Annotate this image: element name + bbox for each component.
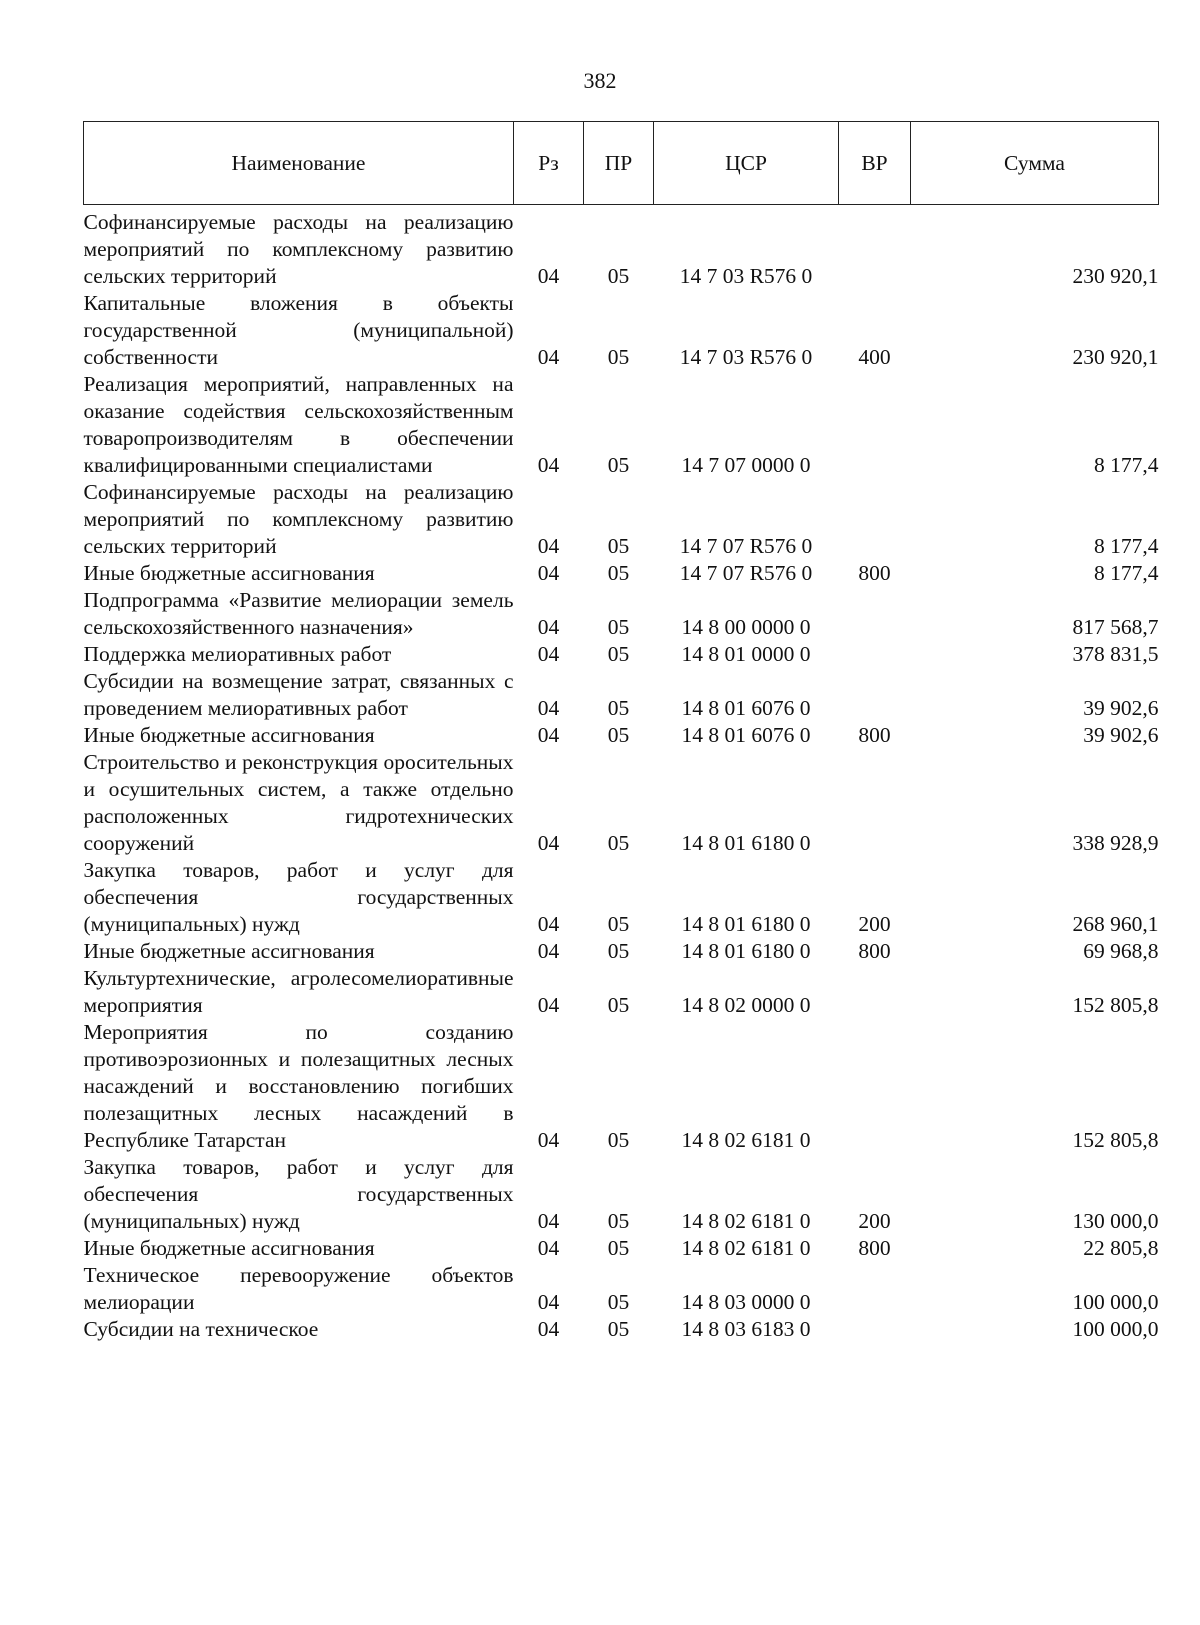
header-name: Наименование (84, 122, 514, 205)
cell-vr (839, 1262, 911, 1316)
table-row (84, 1019, 1159, 1154)
header-rz: Рз (514, 122, 584, 205)
cell-vr: 800 (858, 561, 891, 585)
cell-name: Софинансируемые расходы на реализацию мероприятий по комплексному развитию сельских территорий (83, 210, 514, 288)
cell-name: Иные бюджетные ассигнования (83, 939, 375, 963)
cell-name: Субсидии на техническое (83, 1317, 319, 1341)
cell-vr (839, 749, 911, 857)
cell-vr: 800 (858, 723, 891, 747)
table-row (84, 205, 1159, 291)
cell-pr: 05 (607, 831, 630, 855)
cell-pr: 05 (607, 615, 630, 639)
cell-name: Субсидии на возмещение затрат, связанных с проведением мелиоративных работ (83, 669, 514, 720)
table-row (84, 290, 1159, 371)
cell-sum: 22 805,8 (1083, 1236, 1159, 1260)
table-row (84, 1262, 1159, 1316)
cell-sum: 268 960,1 (1072, 912, 1159, 936)
cell-vr (839, 1019, 911, 1154)
cell-pr: 05 (607, 1317, 630, 1341)
table-row (84, 722, 1159, 749)
cell-pr: 05 (607, 642, 630, 666)
cell-pr: 05 (607, 1236, 630, 1260)
cell-vr (839, 641, 911, 668)
cell-name: Иные бюджетные ассигнования (83, 723, 375, 747)
cell-vr (839, 965, 911, 1019)
cell-name: Культуртехнические, агролесомелиоративные мероприятия (83, 966, 514, 1017)
cell-csr: 14 8 00 0000 0 (681, 615, 811, 639)
cell-rz: 04 (537, 1236, 560, 1260)
cell-sum: 100 000,0 (1072, 1317, 1159, 1341)
cell-pr: 05 (607, 993, 630, 1017)
cell-name: Поддержка мелиоративных работ (83, 642, 392, 666)
cell-name: Техническое перевооружение объектов мелиорации (83, 1263, 514, 1314)
table-row (84, 1235, 1159, 1262)
cell-csr: 14 7 03 R576 0 (679, 345, 813, 369)
cell-name: Строительство и реконструкция оросительных и осушительных систем, а также отдельно расположенных гидротехнических сооружений (83, 750, 514, 855)
cell-csr: 14 8 02 6181 0 (681, 1236, 811, 1260)
cell-csr: 14 8 03 6183 0 (681, 1317, 811, 1341)
cell-name: Софинансируемые расходы на реализацию мероприятий по комплексному развитию сельских территорий (83, 480, 514, 558)
cell-name: Подпрограмма «Развитие мелиорации земель сельскохозяйственного назначения» (83, 588, 514, 639)
cell-vr: 400 (858, 345, 891, 369)
table-row (84, 965, 1159, 1019)
table-row (84, 479, 1159, 560)
cell-pr: 05 (607, 534, 630, 558)
table-row (84, 371, 1159, 479)
cell-rz: 04 (537, 561, 560, 585)
cell-sum: 8 177,4 (1094, 534, 1159, 558)
table-row (84, 668, 1159, 722)
cell-rz: 04 (537, 1290, 560, 1314)
header-csr: ЦСР (654, 122, 839, 205)
cell-pr: 05 (607, 453, 630, 477)
table-row (84, 587, 1159, 641)
cell-sum: 39 902,6 (1083, 696, 1159, 720)
cell-sum: 230 920,1 (1072, 345, 1159, 369)
cell-sum: 39 902,6 (1083, 723, 1159, 747)
page-number: 382 (583, 68, 617, 93)
header-vr: ВР (839, 122, 911, 205)
cell-csr: 14 8 01 6180 0 (681, 831, 811, 855)
cell-sum: 152 805,8 (1072, 993, 1159, 1017)
cell-name: Иные бюджетные ассигнования (83, 1236, 375, 1260)
table-body (84, 205, 1159, 1344)
budget-table (83, 121, 1159, 1343)
table-row (84, 1316, 1159, 1343)
cell-rz: 04 (537, 993, 560, 1017)
cell-csr: 14 8 02 0000 0 (681, 993, 811, 1017)
cell-name: Закупка товаров, работ и услуг для обеспечения государственных (муниципальных) нужд (83, 1155, 514, 1233)
header-pr: ПР (584, 122, 654, 205)
cell-rz: 04 (537, 453, 560, 477)
cell-sum: 8 177,4 (1094, 561, 1159, 585)
cell-pr: 05 (607, 1290, 630, 1314)
cell-rz: 04 (537, 345, 560, 369)
cell-pr: 05 (607, 912, 630, 936)
cell-vr (839, 587, 911, 641)
cell-rz: 04 (537, 723, 560, 747)
cell-vr (839, 1316, 911, 1343)
cell-rz: 04 (537, 1317, 560, 1341)
cell-sum: 130 000,0 (1072, 1209, 1159, 1233)
cell-csr: 14 8 01 6076 0 (681, 723, 811, 747)
cell-name: Капитальные вложения в объекты государственной (муниципальной) собственности (83, 291, 514, 369)
cell-rz: 04 (537, 642, 560, 666)
cell-sum: 152 805,8 (1072, 1128, 1159, 1152)
cell-name: Реализация мероприятий, направленных на оказание содействия сельскохозяйственным товаропроизводителям в обеспечении квалифицированными специалистами (83, 372, 514, 477)
cell-rz: 04 (537, 831, 560, 855)
header-sum: Сумма (911, 122, 1159, 205)
cell-csr: 14 8 02 6181 0 (681, 1209, 811, 1233)
cell-vr (839, 479, 911, 560)
cell-csr: 14 7 07 0000 0 (681, 453, 811, 477)
cell-pr: 05 (607, 1128, 630, 1152)
cell-rz: 04 (537, 264, 560, 288)
cell-sum: 69 968,8 (1083, 939, 1159, 963)
cell-name: Иные бюджетные ассигнования (83, 561, 375, 585)
table-row (84, 749, 1159, 857)
cell-csr: 14 8 01 0000 0 (681, 642, 811, 666)
cell-pr: 05 (607, 345, 630, 369)
cell-csr: 14 8 01 6180 0 (681, 912, 811, 936)
cell-vr: 200 (858, 912, 891, 936)
cell-name: Закупка товаров, работ и услуг для обеспечения государственных (муниципальных) нужд (83, 858, 514, 936)
cell-csr: 14 8 03 0000 0 (681, 1290, 811, 1314)
cell-pr: 05 (607, 1209, 630, 1233)
cell-sum: 100 000,0 (1072, 1290, 1159, 1314)
cell-vr: 200 (858, 1209, 891, 1233)
table-row (84, 560, 1159, 587)
table-row (84, 641, 1159, 668)
cell-csr: 14 8 02 6181 0 (681, 1128, 811, 1152)
cell-csr: 14 7 07 R576 0 (679, 534, 813, 558)
cell-sum: 817 568,7 (1072, 615, 1159, 639)
cell-rz: 04 (537, 939, 560, 963)
cell-sum: 230 920,1 (1072, 264, 1159, 288)
cell-rz: 04 (537, 1128, 560, 1152)
cell-csr: 14 8 01 6076 0 (681, 696, 811, 720)
cell-rz: 04 (537, 615, 560, 639)
cell-csr: 14 8 01 6180 0 (681, 939, 811, 963)
cell-pr: 05 (607, 561, 630, 585)
cell-pr: 05 (607, 939, 630, 963)
cell-csr: 14 7 07 R576 0 (679, 561, 813, 585)
cell-pr: 05 (607, 723, 630, 747)
cell-vr: 800 (858, 1236, 891, 1260)
table-row (84, 857, 1159, 938)
table-row (84, 938, 1159, 965)
cell-sum: 8 177,4 (1094, 453, 1159, 477)
table-row (84, 1154, 1159, 1235)
cell-rz: 04 (537, 912, 560, 936)
cell-name: Мероприятия по созданию противоэрозионных и полезащитных лесных насаждений и восстановлению погибших полезащитных лесных насаждений в Республике Татарстан (83, 1020, 514, 1152)
cell-rz: 04 (537, 696, 560, 720)
cell-csr: 14 7 03 R576 0 (679, 264, 813, 288)
cell-vr (839, 668, 911, 722)
cell-rz: 04 (537, 1209, 560, 1233)
cell-sum: 338 928,9 (1072, 831, 1159, 855)
cell-vr (839, 371, 911, 479)
cell-pr: 05 (607, 696, 630, 720)
cell-rz: 04 (537, 534, 560, 558)
cell-sum: 378 831,5 (1072, 642, 1159, 666)
cell-pr: 05 (607, 264, 630, 288)
table-header-row (84, 122, 1159, 205)
cell-vr (839, 205, 911, 291)
cell-vr: 800 (858, 939, 891, 963)
